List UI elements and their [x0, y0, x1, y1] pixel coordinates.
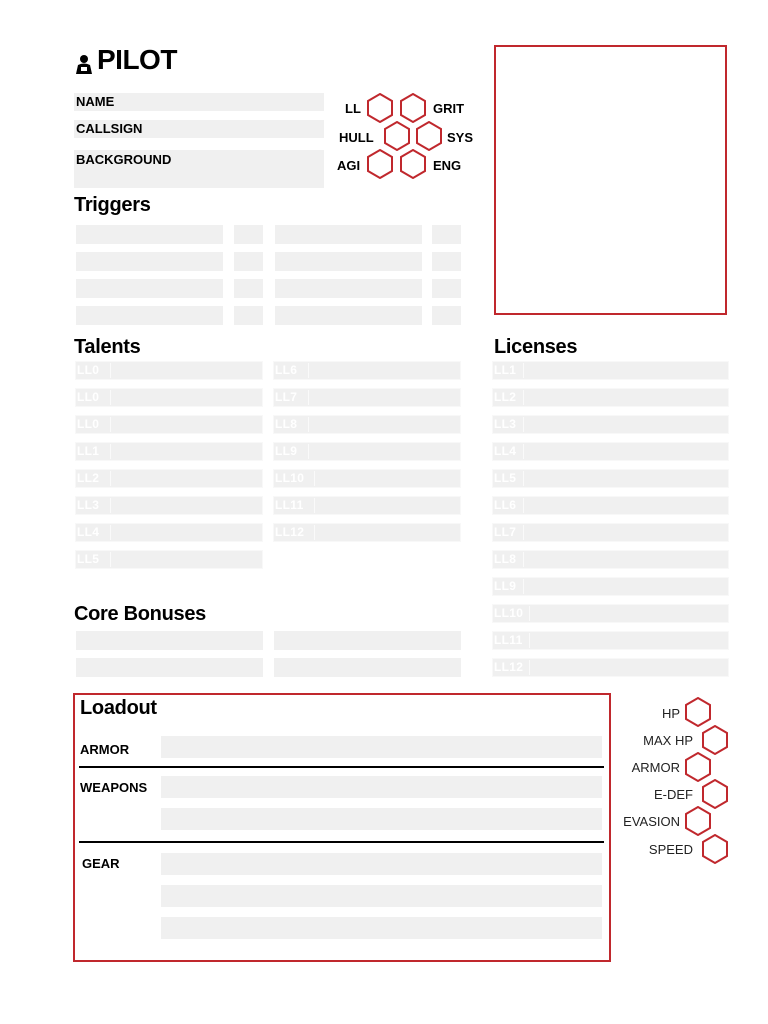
- hull-label: HULL: [339, 130, 374, 145]
- talent-slot[interactable]: [273, 523, 461, 542]
- talent-rank-label: LL3: [77, 498, 100, 512]
- talent-rank-label: LL10: [275, 471, 305, 485]
- speed-hex[interactable]: [702, 834, 728, 864]
- grit-label: GRIT: [433, 101, 465, 116]
- license-rank-label: LL11: [494, 633, 523, 647]
- talent-rank-label: LL9: [275, 444, 298, 458]
- talent-rank-label: LL5: [77, 552, 100, 566]
- talent-slot[interactable]: [273, 496, 461, 515]
- license-slot[interactable]: [492, 415, 729, 434]
- armor-label: ARMOR: [80, 742, 130, 757]
- core-bonus-field[interactable]: [274, 631, 461, 650]
- license-rank-label: LL8: [494, 552, 517, 566]
- pilot-icon: [75, 53, 93, 75]
- gear-field[interactable]: [161, 853, 602, 875]
- speed-label: SPEED: [648, 842, 693, 857]
- license-slot[interactable]: [492, 388, 729, 407]
- hp-label: HP: [661, 706, 680, 721]
- evasion-label: EVASION: [623, 814, 680, 829]
- license-rank-label: LL2: [494, 390, 517, 404]
- core-bonus-field[interactable]: [76, 658, 263, 677]
- talent-rank-label: LL0: [77, 363, 100, 377]
- eng-hex[interactable]: [400, 149, 426, 179]
- ll-hex[interactable]: [367, 93, 393, 123]
- trigger-field[interactable]: [76, 279, 223, 298]
- license-rank-label: LL1: [494, 363, 517, 377]
- hp-hex[interactable]: [685, 697, 711, 727]
- talent-slot[interactable]: [273, 469, 461, 488]
- gear-label: GEAR: [82, 856, 120, 871]
- talent-rank-label: LL0: [77, 417, 100, 431]
- armor-stat-label: ARMOR: [631, 760, 680, 775]
- talent-slot[interactable]: [75, 415, 263, 434]
- talent-slot[interactable]: [273, 361, 461, 380]
- max-hp-hex[interactable]: [702, 725, 728, 755]
- talents-heading: Talents: [74, 336, 141, 358]
- license-slot[interactable]: [492, 523, 729, 542]
- license-rank-label: LL5: [494, 471, 517, 485]
- license-rank-label: LL9: [494, 579, 517, 593]
- license-slot[interactable]: [492, 631, 729, 650]
- loadout-heading: Loadout: [80, 697, 157, 719]
- trigger-value[interactable]: [234, 306, 263, 325]
- license-rank-label: LL3: [494, 417, 517, 431]
- license-rank-label: LL7: [494, 525, 517, 539]
- armor-divider: [79, 766, 604, 768]
- gear-field[interactable]: [161, 917, 602, 939]
- name-label: NAME: [76, 94, 115, 109]
- license-slot[interactable]: [492, 604, 729, 623]
- trigger-field[interactable]: [275, 306, 422, 325]
- trigger-field[interactable]: [76, 306, 223, 325]
- portrait-box[interactable]: [494, 45, 727, 315]
- talent-rank-label: LL7: [275, 390, 298, 404]
- grit-hex[interactable]: [400, 93, 426, 123]
- armor-hex[interactable]: [685, 752, 711, 782]
- ll-label: LL: [345, 101, 361, 116]
- max-hp-label: MAX HP: [643, 733, 693, 748]
- edef-hex[interactable]: [702, 779, 728, 809]
- trigger-value[interactable]: [432, 306, 461, 325]
- talent-rank-label: LL12: [275, 525, 305, 539]
- evasion-hex[interactable]: [685, 806, 711, 836]
- talent-slot[interactable]: [75, 523, 263, 542]
- trigger-value[interactable]: [234, 252, 263, 271]
- agi-label: AGI: [337, 158, 361, 173]
- hull-hex[interactable]: [384, 121, 410, 151]
- agi-hex[interactable]: [367, 149, 393, 179]
- licenses-heading: Licenses: [494, 336, 578, 358]
- trigger-field[interactable]: [76, 225, 223, 244]
- armor-field[interactable]: [161, 736, 602, 758]
- license-slot[interactable]: [492, 577, 729, 596]
- eng-label: ENG: [433, 158, 462, 173]
- core-bonus-field[interactable]: [274, 658, 461, 677]
- license-rank-label: LL12: [494, 660, 524, 674]
- license-slot[interactable]: [492, 550, 729, 569]
- talent-rank-label: LL2: [77, 471, 100, 485]
- talent-slot[interactable]: [75, 442, 263, 461]
- trigger-value[interactable]: [234, 225, 263, 244]
- license-slot[interactable]: [492, 361, 729, 380]
- license-slot[interactable]: [492, 496, 729, 515]
- triggers-heading: Triggers: [74, 194, 151, 216]
- talent-slot[interactable]: [75, 550, 263, 569]
- trigger-field[interactable]: [275, 225, 422, 244]
- trigger-value[interactable]: [432, 225, 461, 244]
- talent-slot[interactable]: [273, 388, 461, 407]
- talent-slot[interactable]: [75, 469, 263, 488]
- core-bonuses-heading: Core Bonuses: [74, 603, 206, 625]
- weapons-label: WEAPONS: [80, 780, 148, 795]
- weapon-field[interactable]: [161, 808, 602, 830]
- trigger-field[interactable]: [76, 252, 223, 271]
- weapons-divider: [79, 841, 604, 843]
- trigger-value[interactable]: [432, 252, 461, 271]
- talent-rank-label: LL0: [77, 390, 100, 404]
- weapon-field[interactable]: [161, 776, 602, 798]
- page-title: PILOT: [97, 44, 177, 75]
- talent-slot[interactable]: [75, 388, 263, 407]
- sys-hex[interactable]: [416, 121, 442, 151]
- gear-field[interactable]: [161, 885, 602, 907]
- talent-rank-label: LL11: [275, 498, 304, 512]
- license-rank-label: LL4: [494, 444, 517, 458]
- sys-label: SYS: [447, 130, 474, 145]
- talent-slot[interactable]: [273, 442, 461, 461]
- talent-rank-label: LL1: [77, 444, 100, 458]
- trigger-value[interactable]: [234, 279, 263, 298]
- talent-rank-label: LL8: [275, 417, 298, 431]
- talent-slot[interactable]: [75, 496, 263, 515]
- trigger-value[interactable]: [432, 279, 461, 298]
- talent-slot[interactable]: [273, 415, 461, 434]
- talent-slot[interactable]: [75, 361, 263, 380]
- talent-rank-label: LL4: [77, 525, 100, 539]
- license-slot[interactable]: [492, 658, 729, 677]
- license-slot[interactable]: [492, 442, 729, 461]
- trigger-field[interactable]: [275, 279, 422, 298]
- license-rank-label: LL6: [494, 498, 517, 512]
- background-label: BACKGROUND: [76, 152, 172, 167]
- core-bonus-field[interactable]: [76, 631, 263, 650]
- license-rank-label: LL10: [494, 606, 524, 620]
- edef-label: E-DEF: [654, 787, 693, 802]
- talent-rank-label: LL6: [275, 363, 298, 377]
- callsign-label: CALLSIGN: [76, 121, 143, 136]
- license-slot[interactable]: [492, 469, 729, 488]
- trigger-field[interactable]: [275, 252, 422, 271]
